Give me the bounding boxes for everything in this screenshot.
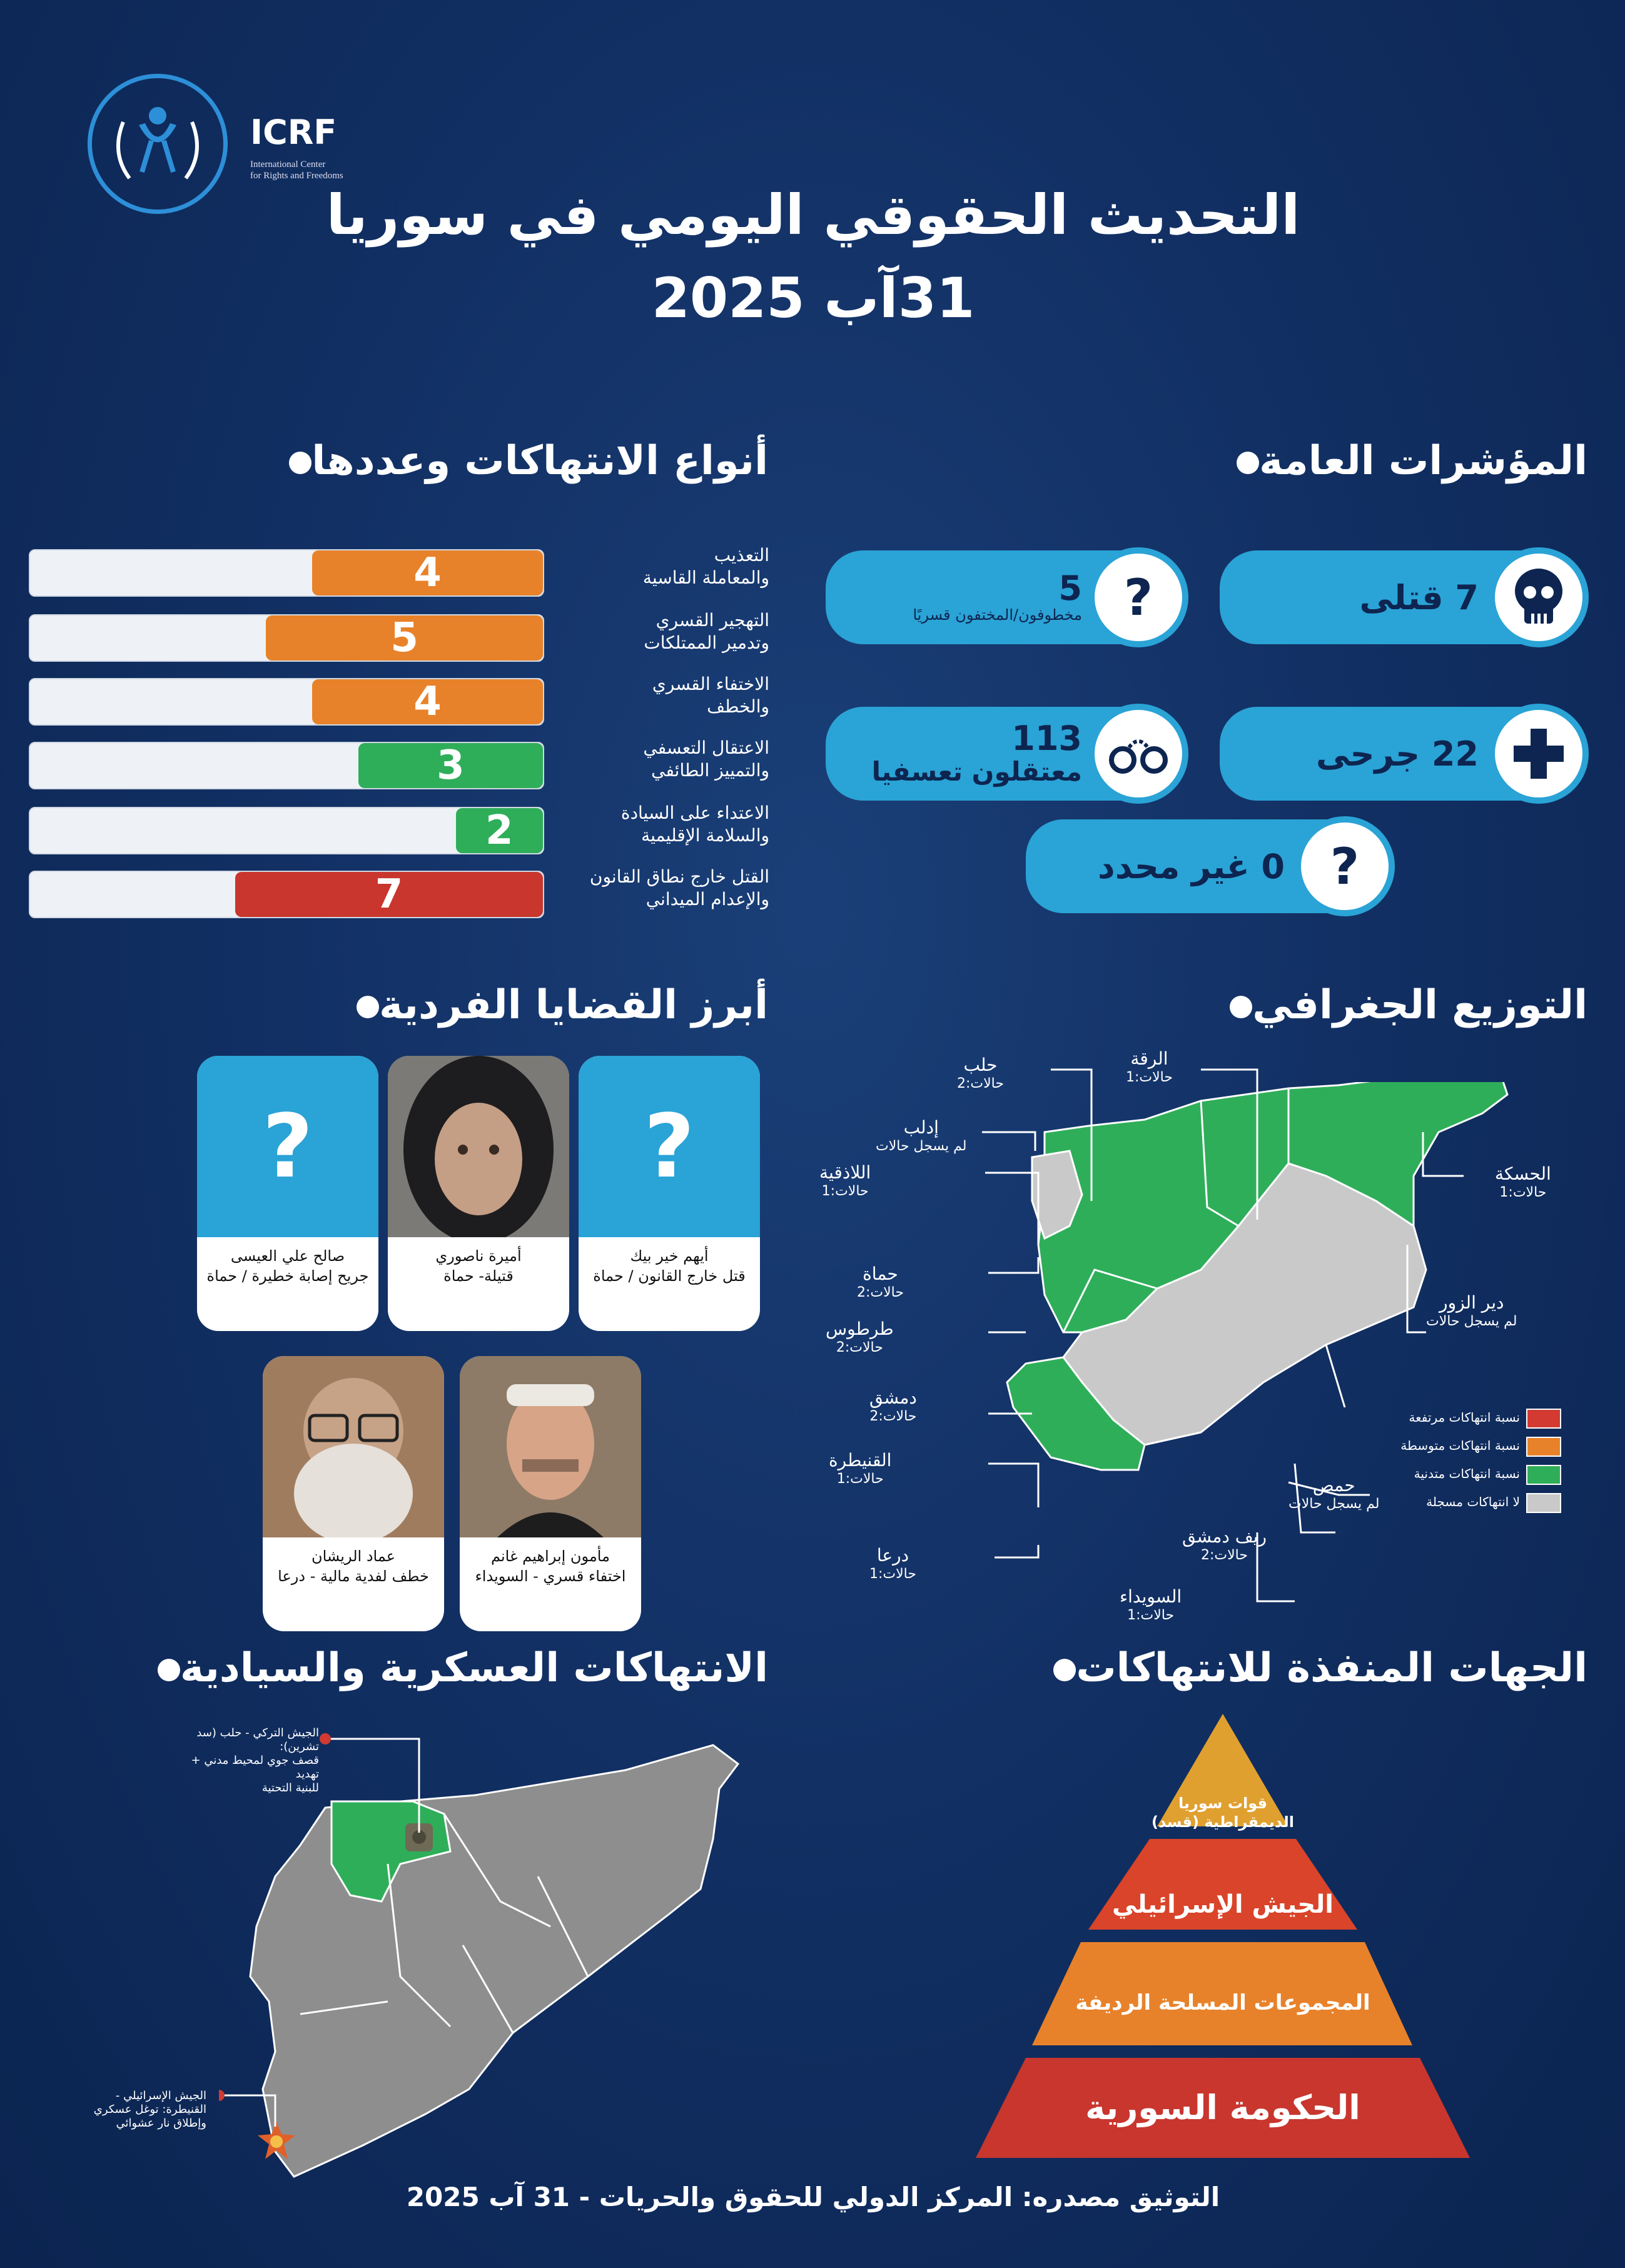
missing-pill (826, 550, 1182, 644)
geo-label-daraa: درعا حالات:1 (869, 1545, 916, 1582)
geo-label-quneitra: القنيطرة حالات:1 (829, 1450, 892, 1487)
page-title: التحديث الحقوقي اليومي في سوريا (326, 183, 1300, 247)
footer-source: التوثيق مصدره: المركز الدولي للحقوق والحريات - 31 آب 2025 (406, 2182, 1220, 2212)
legend-none: لا انتهاكات مسجلة (1376, 1492, 1576, 1512)
case-card-5 (263, 1356, 444, 1631)
geo-label-tartus: طرطوس حالات:2 (826, 1319, 894, 1355)
logo-name: ICRF (250, 113, 337, 152)
violation-label: الاعتداء على السيادة والسلامة الإقليمية (620, 802, 769, 846)
geo-label-damascus: دمشق حالات:2 (869, 1387, 917, 1424)
geo-label-hasakah: الحسكة حالات:1 (1495, 1163, 1551, 1200)
legend-medium: نسبة انتهاكات متوسطة (1376, 1435, 1576, 1455)
violation-bar (29, 742, 544, 789)
killed-count: 7 قتلى (1359, 577, 1479, 617)
geo-label-deir-ezzor: دير الزور لم يسجل حالات (1426, 1292, 1517, 1329)
unknown-count: 0 غير محدد (1098, 846, 1285, 886)
case-photo (460, 1356, 641, 1537)
perpetrator-syrian-government: الحكومة السورية (1085, 2088, 1360, 2127)
case-name: صالح علي العيسى (230, 1247, 345, 1265)
case-desc: جريح إصابة خطيرة / حماة (206, 1267, 369, 1285)
violation-label: التهجير القسري وتدمير الممتلكات (644, 610, 769, 653)
injured-pill (1220, 707, 1582, 801)
question-icon: ? (579, 1056, 760, 1237)
section-perpetrators: الجهات المنفذة للانتهاكات (1043, 1645, 1587, 1691)
legend-high: نسبة انتهاكات مرتفعة (1376, 1407, 1576, 1427)
violation-label: الاختفاء القسري والخطف (652, 674, 769, 717)
geo-label-idlib: إدلب لم يسجل حالات (876, 1117, 967, 1154)
section-indicators: المؤشرات العامة (1227, 438, 1587, 484)
killed-pill (1220, 550, 1582, 644)
section-cases: أبرز القضايا الفردية (347, 982, 768, 1028)
geo-label-hama: حماة حالات:2 (857, 1263, 904, 1300)
violation-bar-value: 2 (456, 808, 543, 853)
case-desc: قتيلة- حماة (443, 1267, 514, 1285)
violation-bar (29, 807, 544, 854)
case-photo (263, 1356, 444, 1537)
case-name: أيهم خير بيك (630, 1247, 709, 1265)
section-violations: أنواع الانتهاكات وعددها (279, 438, 768, 484)
perpetrator-armed-groups: المجموعات المسلحة الرديفة (1075, 1990, 1370, 2015)
case-card-3 (197, 1056, 378, 1331)
case-card-1 (579, 1056, 760, 1331)
question-icon: ? (1295, 816, 1395, 916)
missing-count: 5 (1058, 569, 1082, 608)
injured-count: 22 جرحى (1315, 734, 1479, 774)
page-date: 31آب 2025 (651, 266, 975, 330)
geo-label-homs: حمص لم يسجل حالات (1288, 1475, 1380, 1512)
missing-label: مخطوفون/المختفون قسريًا (913, 606, 1082, 624)
case-name: أميرة ناصوري (435, 1247, 522, 1265)
skull-icon (1489, 547, 1589, 647)
perpetrator-israeli-army: الجيش الإسرائيلي (1112, 1890, 1334, 1919)
legend-low: نسبة انتهاكات متدنية (1376, 1464, 1576, 1484)
perpetrator-sdf: قوات سوريا الديمقراطية (قسد) (1152, 1795, 1294, 1831)
violation-bar (29, 871, 544, 918)
geo-label-rif-dimashq: ريف دمشق حالات:2 (1182, 1526, 1267, 1563)
violation-bar (29, 614, 544, 662)
case-name: مأمون إبراهيم غانم (491, 1547, 610, 1565)
violation-bar-value: 3 (358, 743, 543, 788)
icrf-logo (88, 74, 228, 214)
violation-bar (29, 549, 544, 597)
violation-label: الاعتقال التعسفي والتمييز الطائفي (643, 737, 769, 781)
logo-subtitle: International Center for Rights and Freedoms (250, 159, 343, 181)
detained-count: 113 (1011, 718, 1082, 758)
violation-bar-value: 5 (266, 615, 543, 661)
handcuffs-icon (1088, 704, 1188, 804)
violation-bar-value: 7 (235, 872, 543, 917)
violation-label: التعذيب والمعاملة القاسية (642, 545, 769, 588)
military-label-israeli: الجيش الإسرائيلي - القنيطرة: توغل عسكري وإطلاق نار عشوائي (93, 2089, 206, 2130)
geo-label-latakia: اللاذقية حالات:1 (819, 1162, 871, 1199)
violation-bar-value: 4 (312, 550, 543, 595)
section-geo: التوزيع الجغرافي (1220, 982, 1587, 1028)
detained-label: معتقلون تعسفيا (871, 756, 1082, 787)
case-photo (388, 1056, 569, 1237)
medical-cross-icon (1489, 704, 1589, 804)
case-desc: خطف لفدية مالية - درعا (278, 1567, 429, 1585)
case-card-2 (388, 1056, 569, 1331)
violation-bar-value: 4 (312, 679, 543, 724)
violation-bar (29, 678, 544, 726)
question-icon: ? (1088, 547, 1188, 647)
case-card-4 (460, 1356, 641, 1631)
geo-label-sweida: السويداء حالات:1 (1120, 1586, 1182, 1623)
section-military: الانتهاكات العسكرية والسيادية (148, 1645, 768, 1691)
military-label-turkish: الجيش التركي - حلب (سد تشرين): قصف جوي لمحيط مدني + تهديد للبنية التحتية (191, 1726, 319, 1795)
geo-label-aleppo: حلب حالات:2 (957, 1055, 1004, 1091)
question-icon: ? (197, 1056, 378, 1237)
case-desc: اختفاء قسري - السويداء (475, 1567, 626, 1585)
case-desc: قتل خارج القانون / حماة (593, 1267, 746, 1285)
detained-pill (826, 707, 1182, 801)
violation-label: القتل خارج نطاق القانون والإعدام الميداني (589, 866, 769, 909)
geo-label-raqqa: الرقة حالات:1 (1126, 1048, 1173, 1085)
unknown-pill (1026, 819, 1389, 913)
case-name: عماد الريشان (311, 1547, 396, 1565)
